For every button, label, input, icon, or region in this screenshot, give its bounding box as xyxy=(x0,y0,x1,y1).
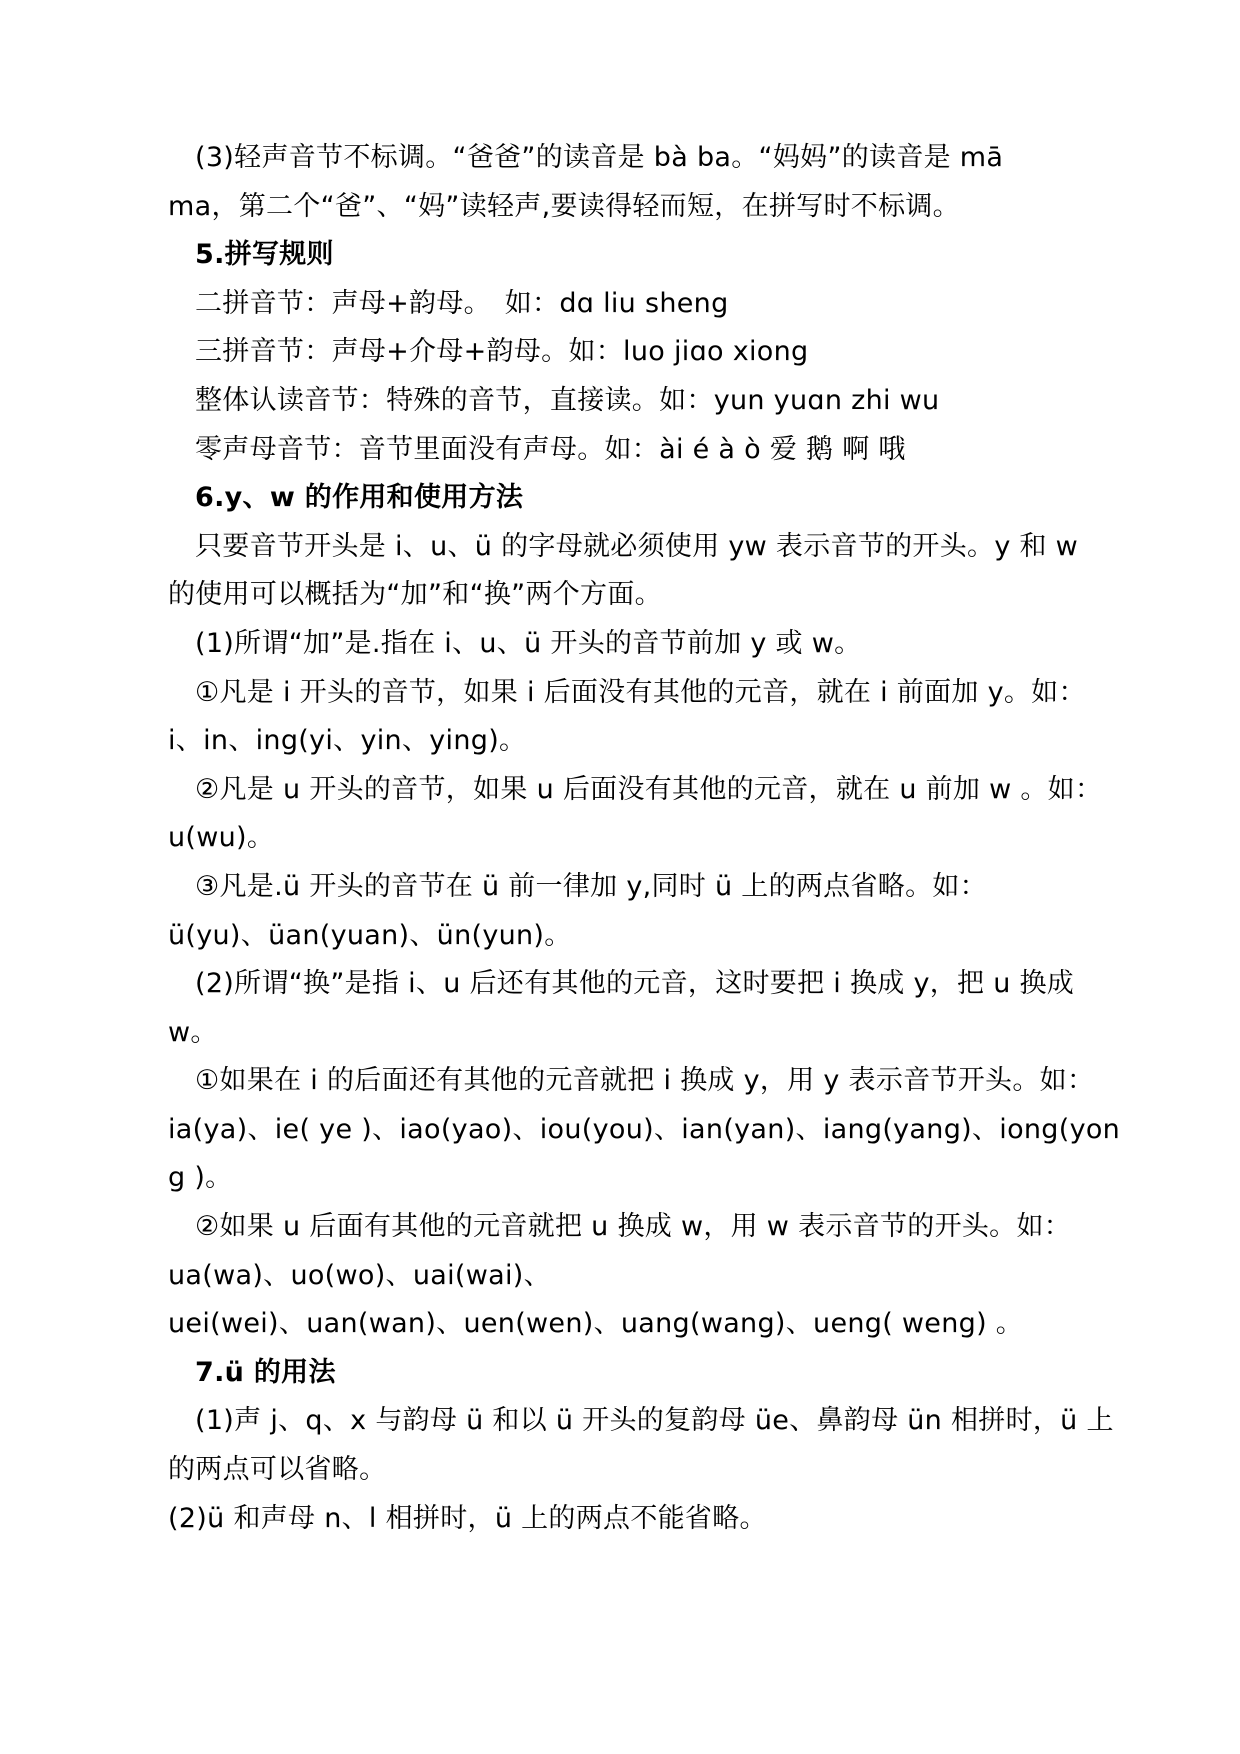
text-line: 只要音节开头是 i、u、ü 的字母就必须使用 yw 表示音节的开头。y 和 w xyxy=(195,530,1079,562)
text-line: g )。 xyxy=(168,1162,233,1194)
section-heading-yw-usage: 6.y、w 的作用和使用方法 xyxy=(195,482,524,514)
text-line: (2)所谓“换”是指 i、u 后还有其他的元音，这时要把 i 换成 y，把 u 换成 xyxy=(195,968,1075,1000)
text-line: ma，第二个“爸”、“妈”读轻声,要读得轻而短，在拼写时不标调。 xyxy=(168,190,960,222)
section-heading-spelling-rules: 5.拼写规则 xyxy=(195,239,334,271)
text-line: ia(ya)、ie( ye )、iao(yao)、iou(you)、ian(yan)、iang(yang)、iong(yon xyxy=(168,1113,1121,1145)
text-line: u(wu)。 xyxy=(168,822,275,854)
text-line: 的两点可以省略。 xyxy=(168,1454,387,1486)
text-line: w。 xyxy=(168,1016,218,1048)
text-line: ua(wa)、uo(wo)、uai(wai)、 xyxy=(168,1259,551,1291)
text-line: 的使用可以概括为“加”和“换”两个方面。 xyxy=(168,579,662,611)
section-heading-u-umlaut-usage: 7.ü 的用法 xyxy=(195,1356,336,1388)
text-line: 二拼音节：声母+韵母。 如：dɑ liu sheng xyxy=(195,287,729,319)
text-line: ü(yu)、üan(yuan)、ün(yun)。 xyxy=(168,919,572,951)
text-line: (1)所谓“加”是.指在 i、u、ü 开头的音节前加 y 或 w。 xyxy=(195,627,862,659)
text-line: (2)ü 和声母 n、l 相拼时，ü 上的两点不能省略。 xyxy=(168,1502,767,1534)
text-line: ②如果 u 后面有其他的元音就把 u 换成 w，用 w 表示音节的开头。如： xyxy=(195,1211,1072,1243)
text-line: i、in、ing(yi、yin、ying)。 xyxy=(168,725,527,757)
text-line: 整体认读音节：特殊的音节，直接读。如：yun yuɑn zhi wu xyxy=(195,384,940,416)
text-line: (1)声 j、q、x 与韵母 ü 和以 ü 开头的复韵母 üe、鼻韵母 ün 相拼时，ü 上 xyxy=(195,1405,1114,1437)
text-line: uei(wei)、uan(wan)、uen(wen)、uang(wang)、ueng( weng) 。 xyxy=(168,1308,1024,1340)
text-line: (3)轻声音节不标调。“爸爸”的读音是 bà ba。“妈妈”的读音是 mā xyxy=(195,142,1004,173)
text-line: ②凡是 u 开头的音节，如果 u 后面没有其他的元音，就在 u 前加 w 。如： xyxy=(195,773,1103,805)
text-line: 三拼音节：声母+介母+韵母。如：luo jiɑo xiong xyxy=(195,336,809,368)
text-line: ①如果在 i 的后面还有其他的元音就把 i 换成 y，用 y 表示音节开头。如： xyxy=(195,1065,1095,1097)
text-line: 零声母音节：音节里面没有声母。如：ài é à ò 爱 鹅 啊 哦 xyxy=(195,433,906,465)
text-line: ①凡是 i 开头的音节，如果 i 后面没有其他的元音，就在 i 前面加 y。如： xyxy=(195,676,1086,708)
text-line: ③凡是.ü 开头的音节在 ü 前一律加 y,同时 ü 上的两点省略。如： xyxy=(195,870,987,902)
